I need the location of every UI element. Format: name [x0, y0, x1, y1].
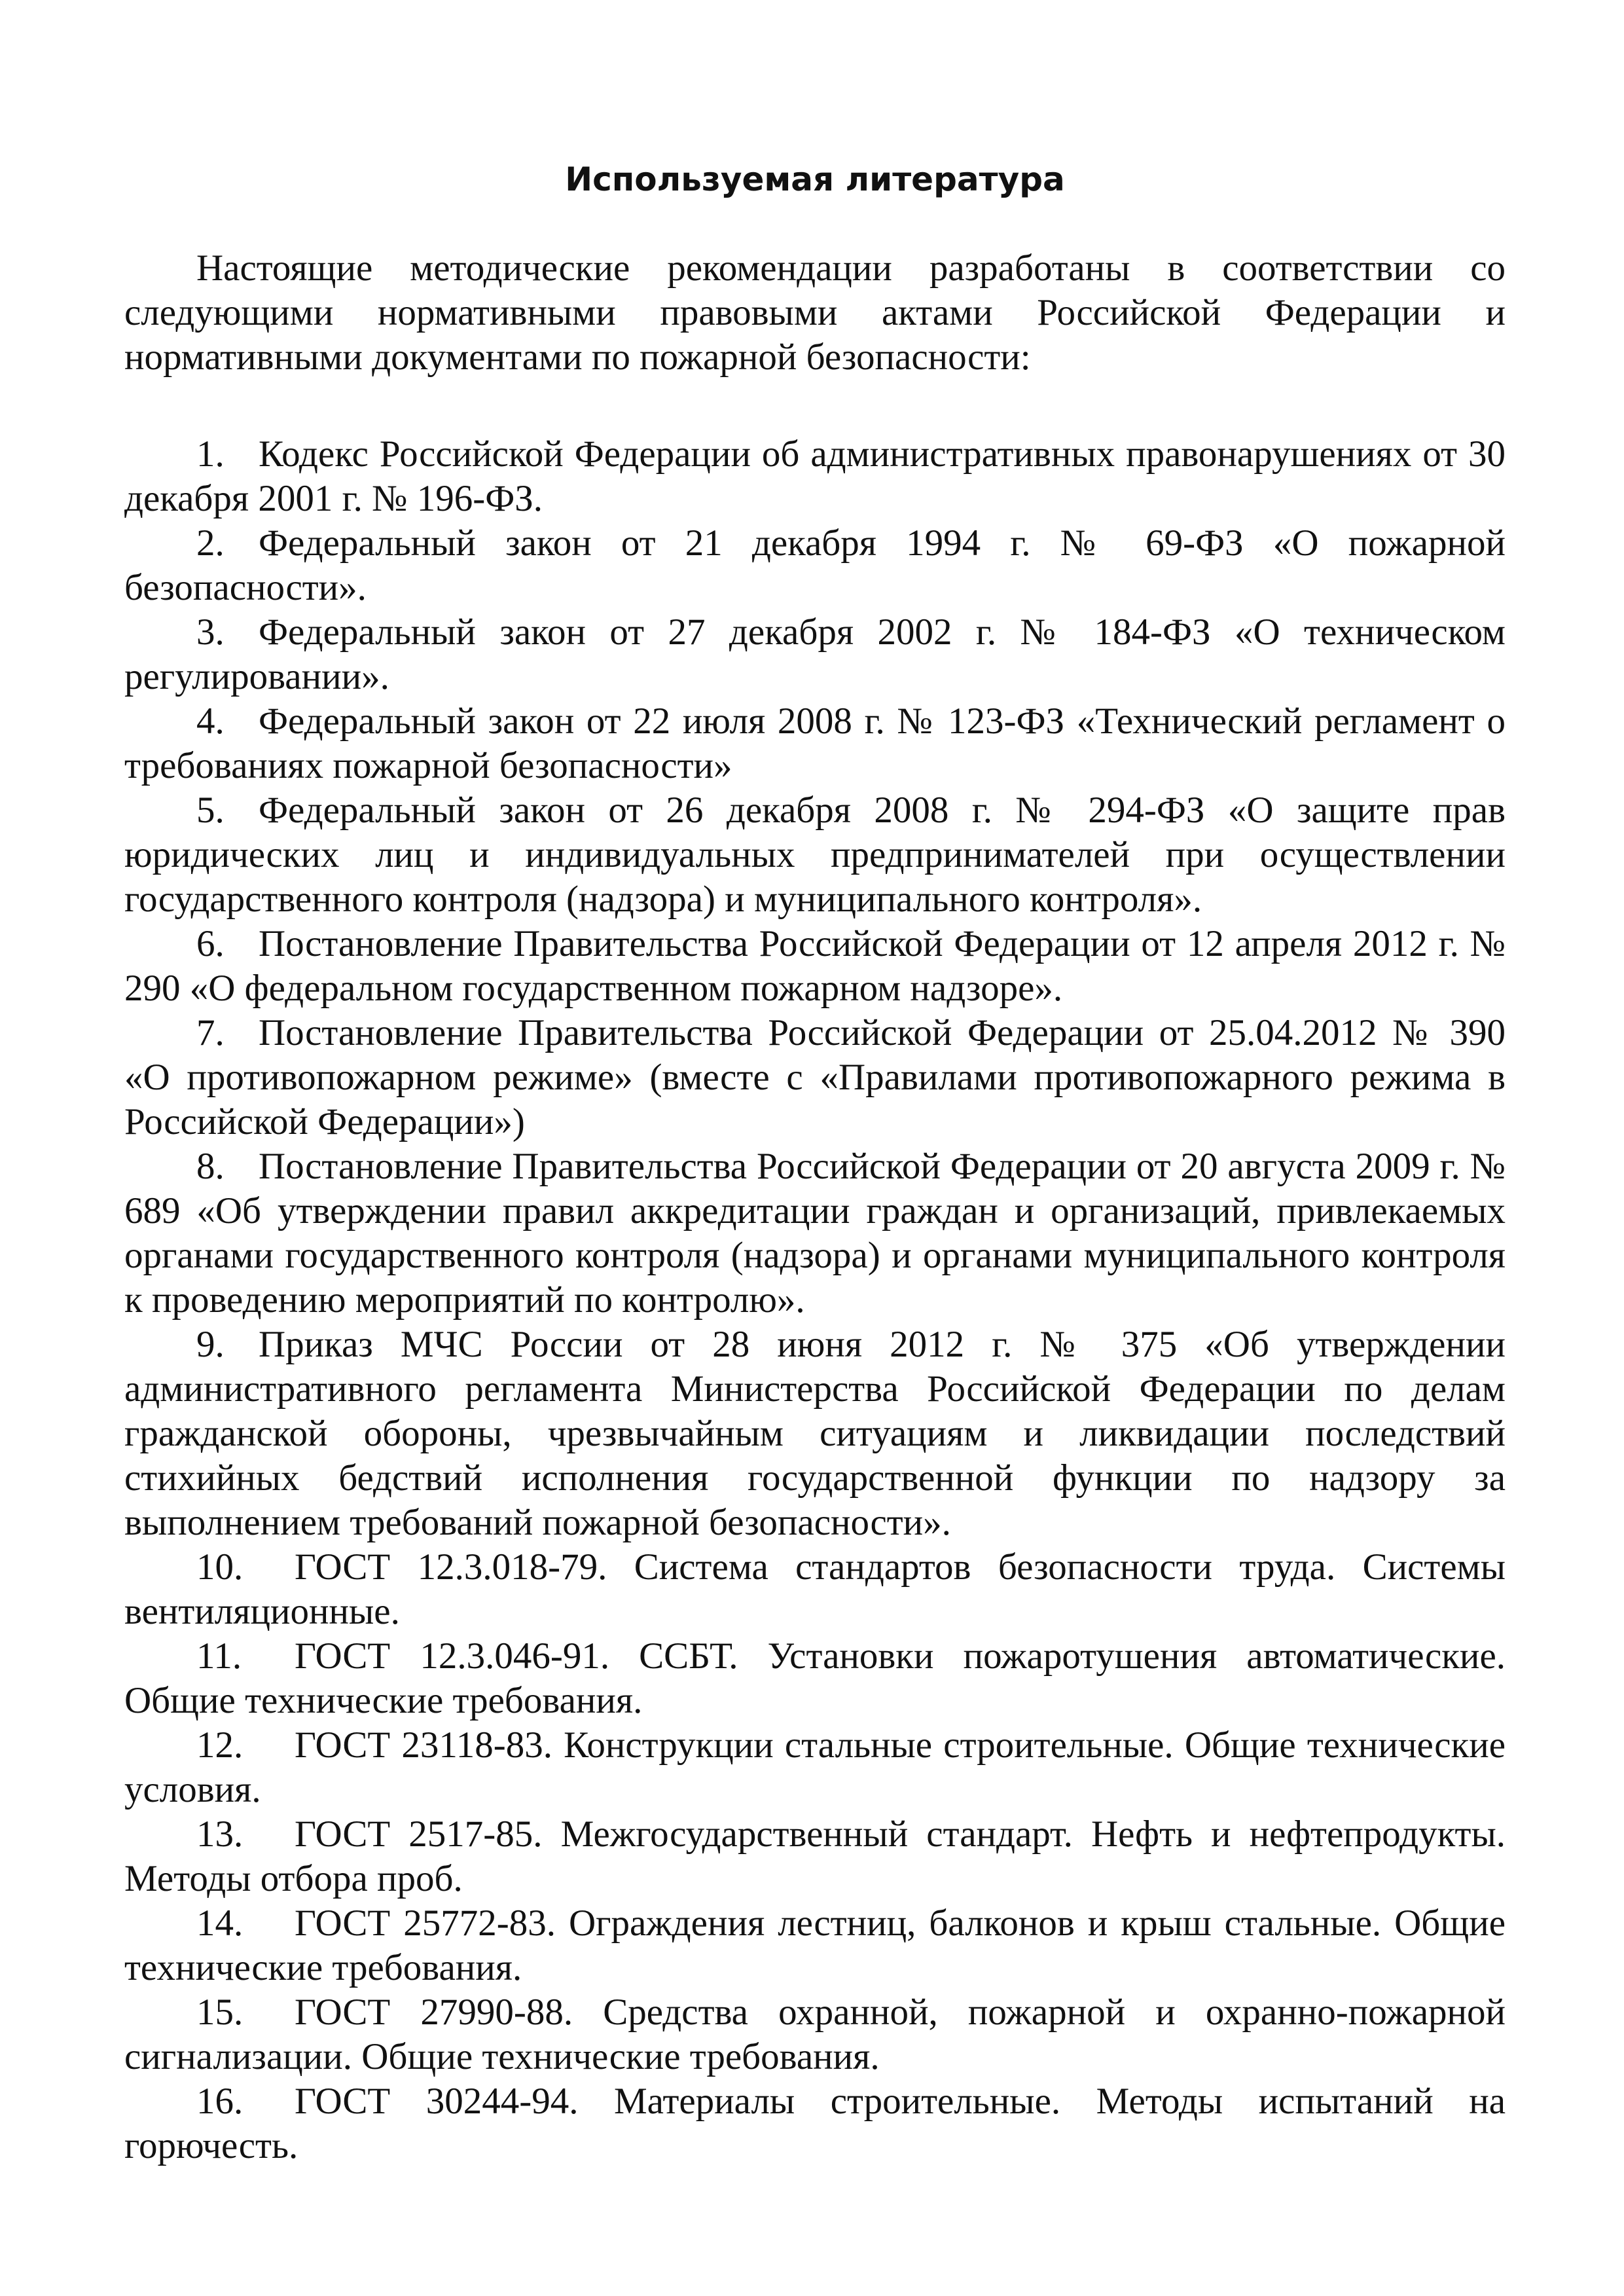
reference-item	[124, 1144, 1506, 1322]
reference-item	[124, 1322, 1506, 1545]
reference-number: 11.	[196, 1635, 242, 1677]
reference-number: 5.	[196, 790, 225, 831]
reference-text: ГОСТ 27990-88. Средства охранной, пожарной и охранно-пожарной сигнализации. Общие технические требования.	[124, 1992, 1506, 2077]
reference-number: 15.	[196, 1992, 244, 2033]
reference-number: 16.	[196, 2081, 244, 2122]
reference-number: 3.	[196, 611, 225, 653]
reference-item	[124, 1723, 1506, 1812]
reference-number: 9.	[196, 1324, 225, 1365]
reference-item	[124, 432, 1506, 521]
reference-text: Постановление Правительства Российской Федерации от 20 августа 2009 г. № 689 «Об утверждении правил аккредитации граждан и организаций, привлекаемых органами государственного контроля (надзора) и органами муниципального контроля к проведению мероприятий по контролю».	[124, 1146, 1506, 1321]
reference-text: Постановление Правительства Российской Федерации от 12 апреля 2012 г. № 290 «О федеральном государственном пожарном надзоре».	[124, 923, 1506, 1009]
reference-number: 8.	[196, 1146, 225, 1187]
reference-list	[124, 432, 1506, 2168]
reference-text: Постановление Правительства Российской Федерации от 25.04.2012 № 390 «О противопожарном режиме» (вместе с «Правилами противопожарного режима в Российской Федерации»)	[124, 1012, 1506, 1142]
reference-number: 1.	[196, 433, 225, 475]
reference-number: 12.	[196, 1724, 244, 1766]
reference-item	[124, 788, 1506, 922]
reference-text: ГОСТ 23118-83. Конструкции стальные строительные. Общие технические условия.	[124, 1724, 1506, 1810]
reference-text: ГОСТ 30244-94. Материалы строительные. Методы испытаний на горючесть.	[124, 2081, 1506, 2166]
reference-item	[124, 1011, 1506, 1144]
reference-text: Федеральный закон от 22 июля 2008 г. № 123-ФЗ «Технический регламент о требованиях пожарной безопасности»	[124, 701, 1506, 786]
reference-text: Федеральный закон от 21 декабря 1994 г. № 69-ФЗ «О пожарной безопасности».	[124, 522, 1506, 608]
page-content	[124, 157, 1506, 2168]
reference-number: 13.	[196, 1813, 244, 1855]
reference-item	[124, 1545, 1506, 1634]
reference-number: 4.	[196, 701, 225, 742]
reference-item	[124, 1990, 1506, 2079]
reference-text: ГОСТ 12.3.046-91. ССБТ. Установки пожаротушения автоматические. Общие технические требования.	[124, 1635, 1506, 1721]
reference-text: Федеральный закон от 27 декабря 2002 г. № 184-ФЗ «О техническом регулировании».	[124, 611, 1506, 697]
reference-item	[124, 922, 1506, 1011]
reference-item	[124, 699, 1506, 788]
reference-number: 14.	[196, 1903, 244, 1944]
page-title: Используемая литература	[565, 160, 1065, 198]
reference-text: ГОСТ 12.3.018-79. Система стандартов безопасности труда. Системы вентиляционные.	[124, 1546, 1506, 1632]
reference-item	[124, 521, 1506, 610]
reference-text: ГОСТ 2517-85. Межгосударственный стандарт. Нефть и нефтепродукты. Методы отбора проб.	[124, 1813, 1506, 1899]
reference-number: 6.	[196, 923, 225, 964]
reference-item	[124, 1634, 1506, 1723]
reference-item	[124, 2079, 1506, 2168]
reference-number: 10.	[196, 1546, 244, 1588]
reference-number: 2.	[196, 522, 225, 564]
reference-number: 7.	[196, 1012, 225, 1053]
reference-text: ГОСТ 25772-83. Ограждения лестниц, балконов и крыш стальные. Общие технические требования.	[124, 1903, 1506, 1988]
reference-item	[124, 1901, 1506, 1990]
reference-item	[124, 610, 1506, 699]
reference-item	[124, 1812, 1506, 1901]
reference-text: Федеральный закон от 26 декабря 2008 г. № 294-ФЗ «О защите прав юридических лиц и индивидуальных предпринимателей при осуществлении государственного контроля (надзора) и муниципального контроля».	[124, 790, 1506, 920]
intro-paragraph: Настоящие методические рекомендации разработаны в соответствии со следующими нормативными правовыми актами Российской Федерации и нормативными документами по пожарной безопасности:	[124, 247, 1506, 378]
reference-text: Приказ МЧС России от 28 июня 2012 г. № 375 «Об утверждении административного регламента Министерства Российской Федерации по делам гражданской обороны, чрезвычайным ситуациям и ликвидации последствий стихийных бедствий исполнения государственной функции по надзору за выполнением требований пожарной безопасности».	[124, 1324, 1506, 1543]
reference-text: Кодекс Российской Федерации об административных правонарушениях от 30 декабря 2001 г. № 196-ФЗ.	[124, 433, 1506, 519]
